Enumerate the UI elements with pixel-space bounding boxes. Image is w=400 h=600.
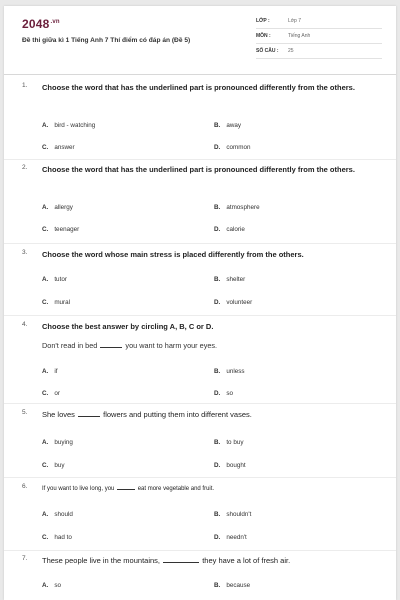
question-7: 7. These people live in the mountains, they have a lot of fresh air. A. so B. because — [22, 555, 382, 599]
divider — [4, 243, 396, 244]
question-text: Choose the word that has the underlined part is pronounced differently from the others. — [42, 165, 355, 174]
option-b[interactable]: B. shelter — [214, 276, 246, 283]
answer-blank — [100, 340, 122, 348]
question-1: 1. Choose the word that has the underlined part is pronounced differently from the others. A. bird - watching B. away C. answer D. common — [22, 82, 382, 162]
meta-row-subject: MÔN : Tiếng Anh — [256, 29, 382, 44]
question-5: 5. She loves flowers and putting them into different vases. A. buying B. to buy C. buy D. bought — [22, 409, 382, 475]
option-c[interactable]: C. or — [42, 390, 60, 397]
option-a[interactable]: A. should — [42, 511, 73, 518]
answer-blank — [163, 555, 199, 563]
option-a[interactable]: A. so — [42, 582, 61, 589]
option-d[interactable]: D. volunteer — [214, 299, 253, 306]
option-d[interactable]: D. calorie — [214, 226, 245, 233]
page-header — [4, 6, 396, 75]
document-title: Đề thi giữa kì 1 Tiếng Anh 7 Thí điểm có đáp án (Đề 5) — [22, 37, 191, 44]
option-d[interactable]: D. so — [214, 390, 233, 397]
option-a[interactable]: A. if — [42, 368, 58, 375]
option-b[interactable]: B. shouldn't — [214, 511, 252, 518]
option-c[interactable]: C. buy — [42, 462, 65, 469]
divider — [4, 403, 396, 404]
question-3: 3. Choose the word whose main stress is placed differently from the others. A. tutor B. shelter C. mural D. volunteer — [22, 249, 382, 313]
meta-row-class: LỚP : Lớp 7 — [256, 14, 382, 29]
meta-info — [256, 14, 382, 59]
option-d[interactable]: D. common — [214, 144, 251, 151]
option-a[interactable]: A. tutor — [42, 276, 67, 283]
option-b[interactable]: B. atmosphere — [214, 204, 260, 211]
option-a[interactable]: A. allergy — [42, 204, 73, 211]
question-text: Choose the word whose main stress is placed differently from the others. — [42, 250, 304, 259]
site-logo[interactable]: $2048^{.vn}$ — [22, 17, 60, 31]
question-text: Choose the best answer by circling A, B, C or D. — [42, 322, 214, 331]
option-c[interactable]: C. mural — [42, 299, 71, 306]
divider — [4, 550, 396, 551]
option-c[interactable]: C. teenager — [42, 226, 80, 233]
option-c[interactable]: C. answer — [42, 144, 75, 151]
question-4: 4. Choose the best answer by circling A, B, C or D. Don't read in bed you want to harm your eyes. A. if B. unless C. or D. so — [22, 321, 382, 405]
question-text: These people live in the mountains, they have a lot of fresh air. — [42, 556, 291, 565]
option-c[interactable]: C. had to — [42, 534, 72, 541]
option-b[interactable]: B. because — [214, 582, 251, 589]
divider — [4, 315, 396, 316]
option-b[interactable]: B. to buy — [214, 439, 244, 446]
question-2: 2. Choose the word that has the underlined part is pronounced differently from the others. A. allergy B. atmosphere C. teenager D. calorie — [22, 164, 382, 244]
question-sentence: Don't read in bed you want to harm your eyes. — [42, 341, 218, 350]
option-b[interactable]: B. unless — [214, 368, 245, 375]
question-text: She loves flowers and putting them into different vases. — [42, 410, 252, 419]
option-b[interactable]: B. away — [214, 122, 242, 129]
question-text: If you want to live long, you eat more vegetable and fruit. — [42, 483, 382, 495]
option-d[interactable]: D. bought — [214, 462, 246, 469]
question-text: Choose the word that has the underlined part is pronounced differently from the others. — [42, 83, 355, 92]
divider — [4, 159, 396, 160]
exam-page — [4, 6, 396, 600]
option-d[interactable]: D. needn't — [214, 534, 247, 541]
meta-row-question-count: SỐ CÂU : 25 — [256, 44, 382, 59]
question-6: 6. If you want to live long, you eat more vegetable and fruit. A. should B. shouldn't C. had to D. needn't — [22, 483, 382, 549]
divider — [4, 477, 396, 478]
answer-blank — [78, 409, 100, 417]
answer-blank — [117, 483, 135, 490]
option-a[interactable]: A. bird - watching — [42, 122, 96, 129]
option-a[interactable]: A. buying — [42, 439, 73, 446]
